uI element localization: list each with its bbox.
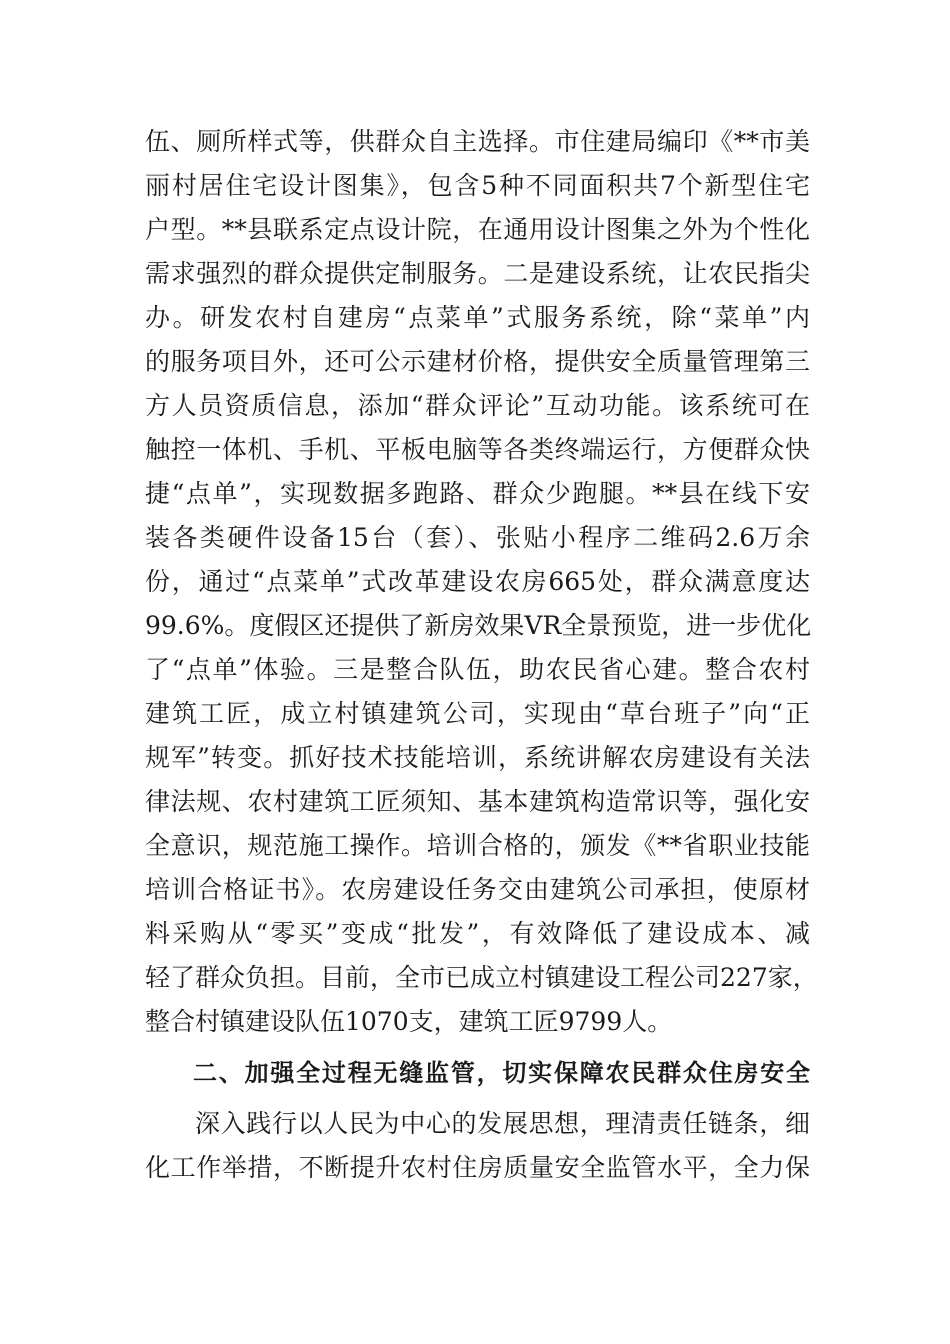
body-line-3: 户型。**县联系定点设计院，在通用设计图集之外为个性化	[145, 215, 810, 244]
body-line-6: 的服务项目外，还可公示建材价格，提供安全质量管理第三	[145, 347, 810, 376]
body-line-11: 份，通过“点菜单”式改革建设农房665处，群众满意度达	[145, 567, 810, 596]
body-line-20: 轻了群众负担。目前，全市已成立村镇建设工程公司227家，	[145, 963, 818, 992]
body-line-22: 深入践行以人民为中心的发展思想，理清责任链条，细	[195, 1109, 810, 1138]
body-line-21: 整合村镇建设队伍1070支，建筑工匠9799人。	[145, 1007, 673, 1036]
body-line-16: 律法规、农村建筑工匠须知、基本建筑构造常识等，强化安	[145, 787, 810, 816]
section-heading: 二、加强全过程无缝监管，切实保障农民群众住房安全	[193, 1059, 810, 1087]
body-line-9: 捷“点单”，实现数据多跑路、群众少跑腿。**县在线下安	[145, 479, 810, 508]
body-line-14: 建筑工匠，成立村镇建筑公司，实现由“草台班子”向“正	[145, 699, 810, 728]
body-line-2: 丽村居住宅设计图集》，包含5种不同面积共7个新型住宅	[145, 171, 810, 200]
body-line-7: 方人员资质信息，添加“群众评论”互动功能。该系统可在	[145, 391, 810, 420]
body-line-12: 99.6%。度假区还提供了新房效果VR全景预览，进一步优化	[145, 611, 812, 640]
body-line-4: 需求强烈的群众提供定制服务。二是建设系统，让农民指尖	[145, 259, 810, 288]
body-line-13: 了“点单”体验。三是整合队伍，助农民省心建。整合农村	[145, 655, 810, 684]
body-line-19: 料采购从“零买”变成“批发”，有效降低了建设成本、减	[145, 919, 810, 948]
body-line-8: 触控一体机、手机、平板电脑等各类终端运行，方便群众快	[145, 435, 810, 464]
body-line-18: 培训合格证书》。农房建设任务交由建筑公司承担，使原材	[145, 875, 810, 904]
body-line-15: 规军”转变。抓好技术技能培训，系统讲解农房建设有关法	[145, 743, 810, 772]
body-line-10: 装各类硬件设备15台（套）、张贴小程序二维码2.6万余	[145, 523, 810, 552]
body-line-5: 办。研发农村自建房“点菜单”式服务系统，除“菜单”内	[145, 303, 811, 332]
body-line-1: 伍、厕所样式等，供群众自主选择。市住建局编印《**市美	[145, 127, 810, 156]
body-line-17: 全意识，规范施工操作。培训合格的，颁发《**省职业技能	[145, 831, 810, 860]
body-line-23: 化工作举措，不断提升农村住房质量安全监管水平，全力保	[145, 1153, 810, 1182]
